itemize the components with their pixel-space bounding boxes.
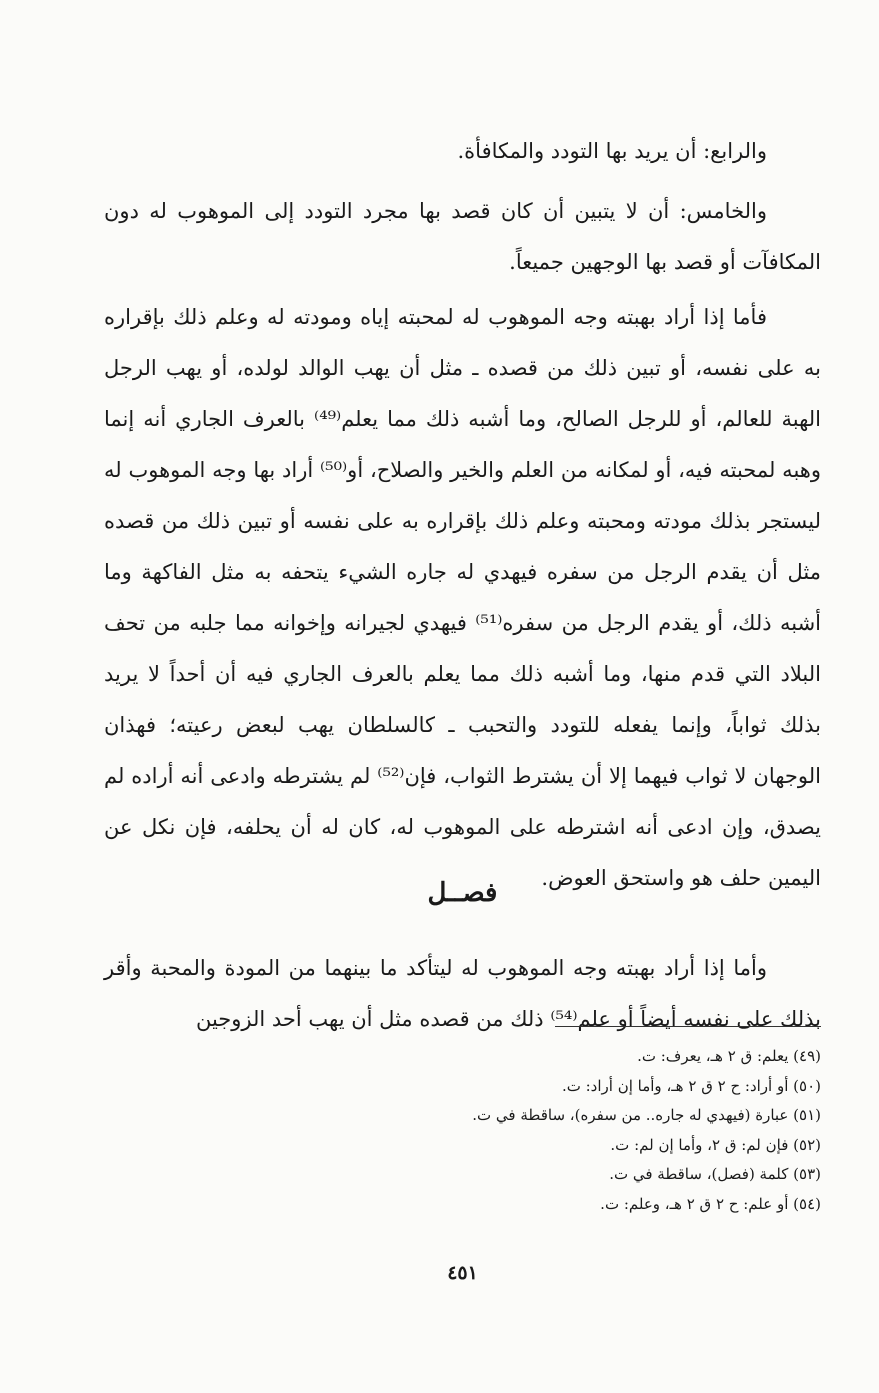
paragraph-text: فأما إذا أراد بهبته وجه الموهوب له لمحبته إياه ومودته له وعلم ذلك بإقراره به على نفسه، أو تبين ذلك من قصده ـ مثل أن يهب الوالد لولده، أو يهب الرجل الهبة للعالم، أو للرجل الصالح، وما أشبه ذلك مما يعلم⁽⁴⁹⁾ بالعرف الجاري أنه إنما وهبه لمحبته فيه، أو لمكانه من العلم والخير والصلاح، أو⁽⁵⁰⁾ أراد بها وجه الموهوب له ليستجر بذلك مودته ومحبته وعلم ذلك بإقراره به على نفسه أو تبين ذلك من قصده مثل أن يقدم الرجل من سفره فيهدي له جاره الشيء يتحفه به مثل الفاكهة وما أشبه ذلك، أو يقدم الرجل من سفره⁽⁵¹⁾ فيهدي لجيرانه وإخوانه مما جلبه من تحف البلاد التي قدم منها، وما أشبه ذلك مما يعلم بالعرف الجاري فيه أن أحداً لا يريد بذلك ثواباً، وإنما يفعله للتودد والتحبب ـ كالسلطان يهب لبعض رعيته؛ فهذان الوجهان لا ثواب فيهما إلا أن يشترط الثواب، فإن⁽⁵²⁾ لم يشترطه وادعى أنه أراده لم يصدق، وإن ادعى أنه اشترطه على الموهوب له، كان له أن يحلفه، فإن نكل عن اليمين حلف هو واستحق العوض. <box>104 305 821 890</box>
footnote-49: (٤٩) يعلم: ق ٢ هـ، يعرف: ت. <box>637 1047 821 1065</box>
page <box>104 0 821 1393</box>
paragraph-fifth <box>104 186 821 288</box>
footnotes-list <box>104 1042 821 1219</box>
paragraph-continued <box>104 943 821 1045</box>
footnote-54: (٥٤) أو علم: ح ٢ ق ٢ هـ، وعلم: ت. <box>600 1194 821 1213</box>
page-number: ٤٥١ <box>447 1262 478 1284</box>
footnote-53: (٥٣) كلمة (فصل)، ساقطة في ت. <box>609 1165 821 1183</box>
section-heading: فصــل <box>427 878 498 908</box>
paragraph-text: والخامس: أن لا يتبين أن كان قصد بها مجرد التودد إلى الموهوب له دون المكافآت أو قصد بها الوجهين جميعاً. <box>104 199 821 274</box>
paragraph-main <box>104 292 821 904</box>
footnote-51: (٥١) عبارة (فيهدي له جاره.. من سفره)، ساقطة في ت. <box>472 1106 821 1124</box>
footnote-divider <box>555 1026 821 1027</box>
footnote-50: (٥٠) أو أراد: ح ٢ ق ٢ هـ، وأما إن أراد: ت. <box>561 1076 821 1095</box>
paragraph-text: وأما إذا أراد بهبته وجه الموهوب له ليتأكد ما بينهما من المودة والمحبة وأقر بذلك على نفسه أيضاً أو علم⁽⁵⁴⁾ ذلك من قصده مثل أن يهب أحد الزوجين <box>104 956 821 1031</box>
footnote-52: (٥٢) فإن لم: ق ٢، وأما إن لم: ت. <box>610 1135 821 1154</box>
paragraph-fourth <box>104 126 821 177</box>
paragraph-text: والرابع: أن يريد بها التودد والمكافأة. <box>457 139 767 163</box>
